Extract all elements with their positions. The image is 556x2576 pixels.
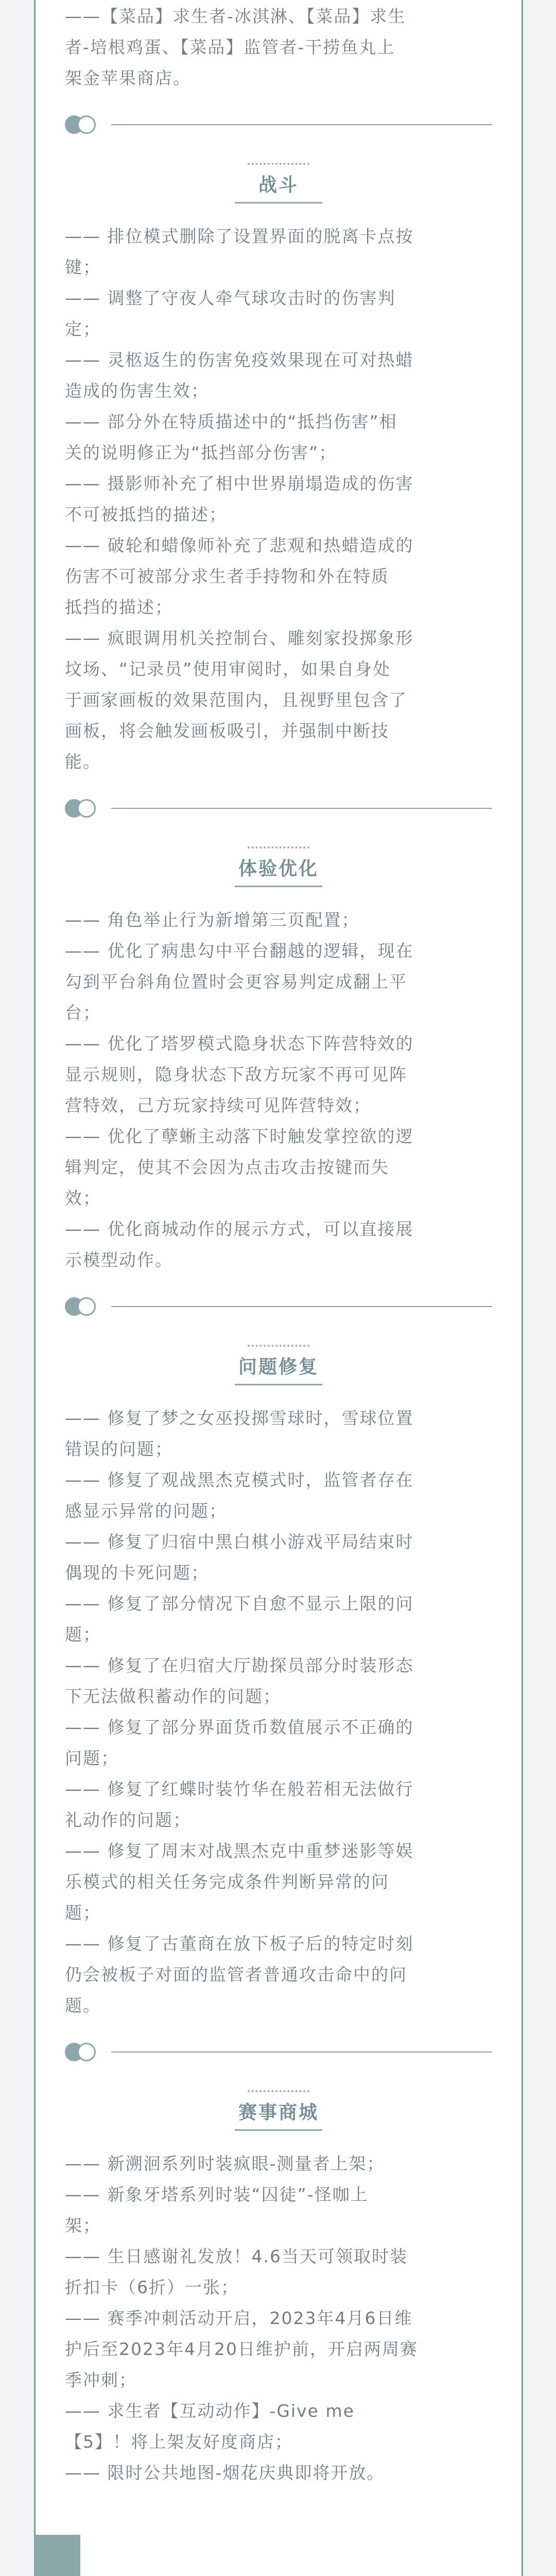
section-line: 定；	[65, 319, 101, 339]
section-line: 键；	[65, 257, 101, 277]
section-line: 感显示异常的问题；	[65, 1501, 227, 1521]
intro-line: 架金苹果商店。	[65, 68, 191, 88]
toggle-decoration-icon	[65, 799, 105, 818]
section-header	[65, 1345, 492, 1385]
corner-decoration	[34, 2535, 80, 2576]
section-body	[65, 1403, 492, 2021]
section-line: —— 限时公共地图-烟花庆典即将开放。	[65, 2463, 385, 2483]
section-body	[65, 221, 492, 777]
section-line: —— 修复了古董商在放下板子后的特定时刻	[65, 1934, 414, 1954]
section-line: —— 优化了塔罗模式隐身状态下阵营特效的	[65, 1033, 414, 1054]
section-line: —— 修复了归宿中黑白棋小游戏平局结束时	[65, 1532, 414, 1552]
section-line: —— 角色举止行为新增第三页配置；	[65, 910, 360, 930]
section-title: 体验优化	[238, 858, 319, 879]
section-line: 季冲刺；	[65, 2370, 137, 2390]
intro-line: ——【菜品】求生者-冰淇淋、【菜品】求生	[65, 6, 406, 26]
section-line: —— 新象牙塔系列时装“囚徒”-怪咖上	[65, 2184, 369, 2205]
section-title: 问题修复	[238, 1357, 319, 1378]
section-line: —— 破轮和蜡像师补充了悲观和热蜡造成的	[65, 535, 414, 555]
section-line: —— 排位模式删除了设置界面的脱离卡点按	[65, 226, 414, 246]
dotted-decoration	[248, 846, 309, 849]
section-body	[65, 2148, 492, 2488]
section-line: 下无法做积蓄动作的问题；	[65, 1686, 281, 1706]
section-line: —— 灵柩返生的伤害免疫效果现在可对热蜡	[65, 350, 414, 370]
section-line: 错误的问题；	[65, 1439, 173, 1459]
section-line: 偶现的卡死问题；	[65, 1563, 209, 1583]
section-title: 战斗	[258, 175, 299, 196]
section-line: —— 优化了病患勾中平台翻越的逻辑，现在	[65, 941, 414, 961]
section-line: 于画家画板的效果范围内，且视野里包含了	[65, 690, 407, 710]
dotted-decoration	[248, 1345, 309, 1347]
section-line: 坟场、“记录员”使用审阅时，如果自身处	[65, 659, 391, 679]
intro-paragraph	[65, 1, 492, 94]
section-line: —— 疯眼调用机关控制台、雕刻家投掷象形	[65, 628, 414, 648]
section-line: 礼动作的问题；	[65, 1810, 191, 1830]
section-line: 题；	[65, 1903, 101, 1923]
section-header	[65, 163, 492, 204]
section-line: —— 部分外在特质描述中的“抵挡伤害”相	[65, 412, 397, 432]
section-line: 造成的伤害生效；	[65, 381, 209, 401]
section-line: 台；	[65, 1003, 101, 1023]
section-line: 示模型动作。	[65, 1250, 173, 1270]
section-line: —— 修复了在归宿大厅勘探员部分时装形态	[65, 1655, 414, 1675]
section-line: 护后至2023年4月20日维护前，开启两周赛	[65, 2339, 418, 2359]
section-line: —— 修复了红蝶时装竹华在般若相无法做行	[65, 1779, 414, 1799]
section-line: —— 修复了观战黑杰克模式时，监管者存在	[65, 1470, 414, 1490]
section-line: 显示规则，隐身状态下敌方玩家不再可见阵	[65, 1064, 407, 1084]
section-line: —— 修复了周末对战黑杰克中重梦迷影等娱	[65, 1841, 414, 1861]
dotted-decoration	[248, 2090, 309, 2092]
section-line: 能。	[65, 752, 101, 772]
section-line: 乐模式的相关任务完成条件判断异常的问	[65, 1872, 389, 1892]
section-line: —— 调整了守夜人牵气球攻击时的伤害判	[65, 288, 396, 308]
patch-notes-content	[65, 0, 492, 2488]
toggle-decoration-icon	[65, 2043, 105, 2061]
section-divider	[65, 793, 492, 824]
section-title-underline	[235, 2129, 322, 2131]
section-line: 问题；	[65, 1748, 119, 1768]
section-line: 伤害不可被部分求生者手持物和外在特质	[65, 566, 389, 586]
section-line: 折扣卡（6折）一张；	[65, 2277, 239, 2297]
section-line: 【5】！将上架友好度商店；	[65, 2432, 293, 2452]
section-line: 关的说明修正为“抵挡部分伤害”；	[65, 443, 337, 463]
section-header	[65, 2090, 492, 2131]
section-line: —— 修复了梦之女巫投掷雪球时，雪球位置	[65, 1408, 414, 1428]
section-line: 题。	[65, 1995, 101, 2015]
section-line: —— 赛季冲刺活动开启，2023年4月6日维	[65, 2308, 413, 2328]
section-line: —— 优化了孽蜥主动落下时触发掌控欲的逻	[65, 1126, 414, 1146]
section-line: —— 优化商城动作的展示方式，可以直接展	[65, 1219, 414, 1239]
dotted-decoration	[248, 163, 309, 165]
section-line: 营特效，己方玩家持续可见阵营特效；	[65, 1095, 371, 1115]
section-body	[65, 905, 492, 1276]
section-title-underline	[235, 1384, 322, 1385]
section-divider	[65, 109, 492, 140]
section-line: 题；	[65, 1624, 101, 1645]
section-line: 辑判定，使其不会因为点击攻击按键而失	[65, 1157, 389, 1177]
toggle-decoration-icon	[65, 1297, 105, 1316]
section-line: —— 摄影师补充了相中世界崩塌造成的伤害	[65, 473, 414, 494]
section-line: 勾到平台斜角位置时会更容易判定成翻上平	[65, 972, 407, 992]
section-header	[65, 846, 492, 887]
section-divider	[65, 1291, 492, 1322]
section-line: 架；	[65, 2215, 101, 2235]
section-line: —— 修复了部分界面货币数值展示不正确的	[65, 1717, 414, 1737]
section-line: —— 新溯洄系列时装疯眼-测量者上架；	[65, 2154, 385, 2174]
section-line: —— 生日感谢礼发放！4.6当天可领取时装	[65, 2246, 408, 2266]
toggle-decoration-icon	[65, 115, 105, 134]
section-title: 赛事商城	[238, 2102, 319, 2123]
section-line: 画板，将会触发画板吸引，并强制中断技	[65, 721, 389, 741]
section-title-underline	[235, 202, 322, 204]
section-line: 效；	[65, 1188, 101, 1208]
section-title-underline	[235, 886, 322, 887]
section-line: 仍会被板子对面的监管者普通攻击命中的问	[65, 1964, 407, 1985]
section-divider	[65, 2037, 492, 2067]
section-line: —— 求生者【互动动作】-Give me	[65, 2401, 355, 2421]
section-line: —— 修复了部分情况下自愈不显示上限的问	[65, 1594, 414, 1614]
section-line: 抵挡的描述；	[65, 597, 173, 617]
intro-line: 者-培根鸡蛋、【菜品】监管者-干捞鱼丸上	[65, 37, 395, 57]
section-line: 不可被抵挡的描述；	[65, 504, 227, 524]
